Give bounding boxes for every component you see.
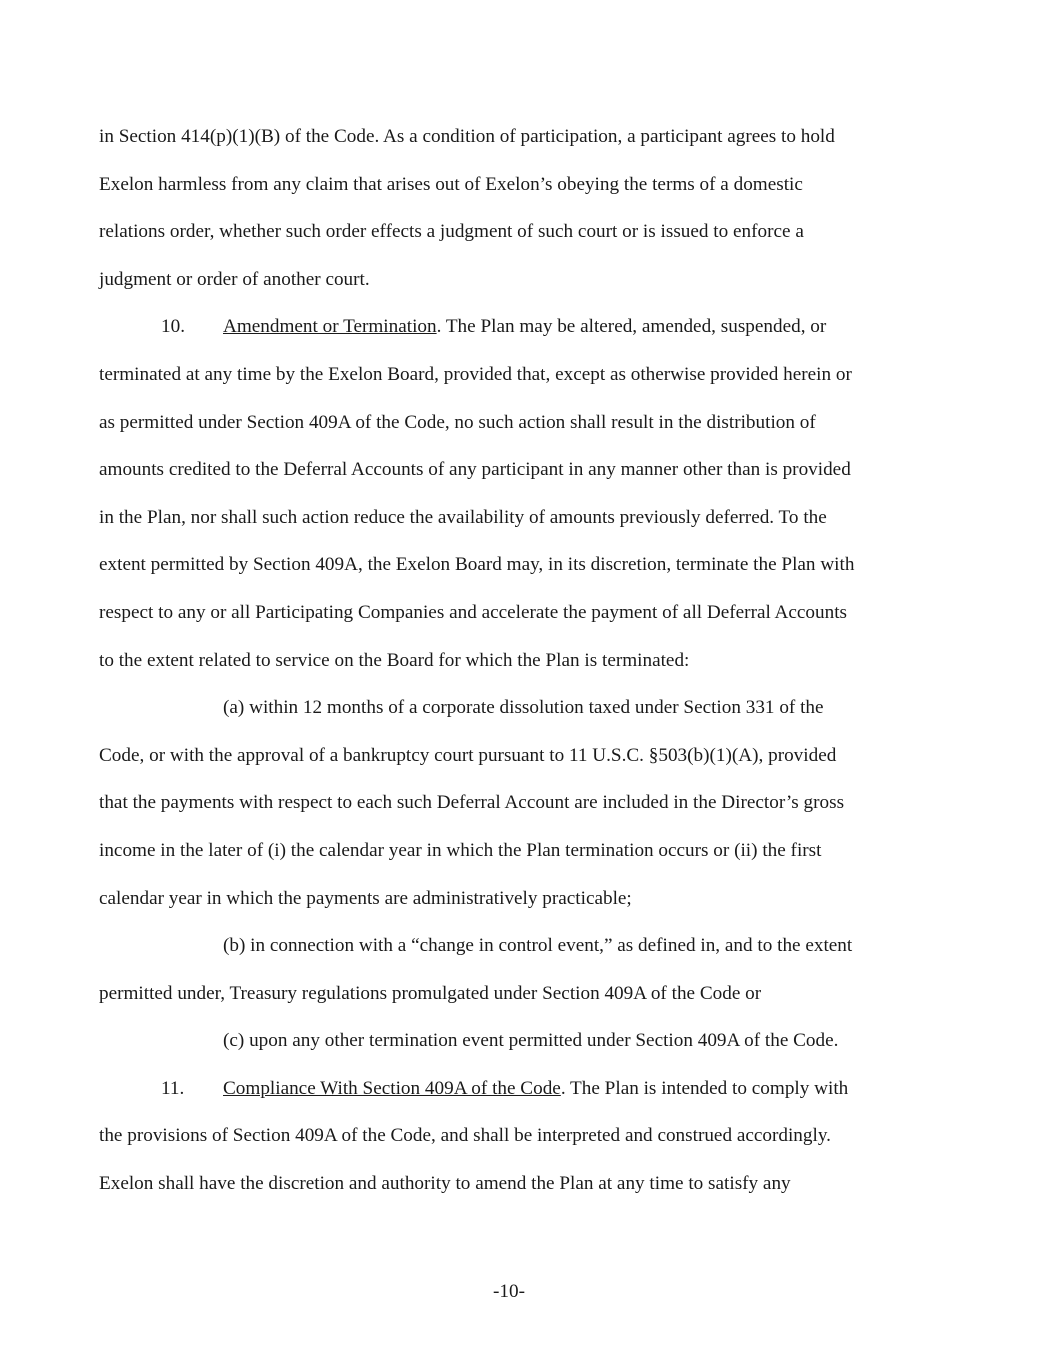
body-line: calendar year in which the payments are administratively practicable; <box>99 887 632 909</box>
subitem-a-first-line <box>99 684 929 732</box>
body-line: in Section 414(p)(1)(B) of the Code. As a condition of participation, a participant agrees to hold <box>99 126 835 147</box>
body-line: as permitted under Section 409A of the Code, no such action shall result in the distribution of <box>99 411 816 433</box>
body-line: permitted under, Treasury regulations promulgated under Section 409A of the Code or <box>99 982 762 1004</box>
body-line: in the Plan, nor shall such action reduce the availability of amounts previously deferred. To the <box>99 506 827 528</box>
body-line: terminated at any time by the Exelon Board, provided that, except as otherwise provided herein or <box>99 363 852 385</box>
section-10-number: 10. <box>161 316 185 338</box>
subitem-c-text: (c) upon any other termination event permitted under Section 409A of the Code. <box>223 1030 839 1052</box>
body-line: Code, or with the approval of a bankruptcy court pursuant to 11 U.S.C. §503(b)(1)(A), provided <box>99 744 837 766</box>
body-line: to the extent related to service on the Board for which the Plan is terminated: <box>99 649 690 671</box>
section-11-first-line <box>99 1065 929 1113</box>
page-number: -10- <box>493 1281 525 1302</box>
subitem-b-text: (b) in connection with a “change in control event,” as defined in, and to the extent <box>223 935 853 957</box>
section-10-heading: Amendment or Termination <box>223 316 437 338</box>
document-body <box>99 113 929 1208</box>
subitem-b-first-line <box>99 922 929 970</box>
body-line: that the payments with respect to each such Deferral Account are included in the Director’s gross <box>99 792 845 814</box>
body-line: extent permitted by Section 409A, the Exelon Board may, in its discretion, terminate the Plan with <box>99 554 855 576</box>
body-line: Exelon shall have the discretion and authority to amend the Plan at any time to satisfy any <box>99 1173 791 1195</box>
body-line: the provisions of Section 409A of the Code, and shall be interpreted and construed accordingly. <box>99 1125 831 1147</box>
section-11-first-line-text: . The Plan is intended to comply with <box>560 1077 849 1099</box>
body-line: respect to any or all Participating Companies and accelerate the payment of all Deferral Accounts <box>99 601 848 623</box>
section-10-first-line-text: . The Plan may be altered, amended, suspended, or <box>436 316 827 338</box>
section-11-heading: Compliance With Section 409A of the Code <box>223 1077 561 1099</box>
section-11-number: 11. <box>161 1077 185 1099</box>
subitem-c-first-line <box>99 1017 929 1065</box>
body-line: Exelon harmless from any claim that arises out of Exelon’s obeying the terms of a domestic <box>99 173 803 195</box>
body-line: relations order, whether such order effects a judgment of such court or is issued to enforce a <box>99 221 804 243</box>
subitem-a-text: (a) within 12 months of a corporate dissolution taxed under Section 331 of the <box>223 697 824 719</box>
body-line: income in the later of (i) the calendar year in which the Plan termination occurs or (ii) the first <box>99 839 822 861</box>
section-10-first-line <box>99 303 929 351</box>
body-line: judgment or order of another court. <box>99 268 370 290</box>
body-line: amounts credited to the Deferral Accounts of any participant in any manner other than is provided <box>99 459 851 481</box>
